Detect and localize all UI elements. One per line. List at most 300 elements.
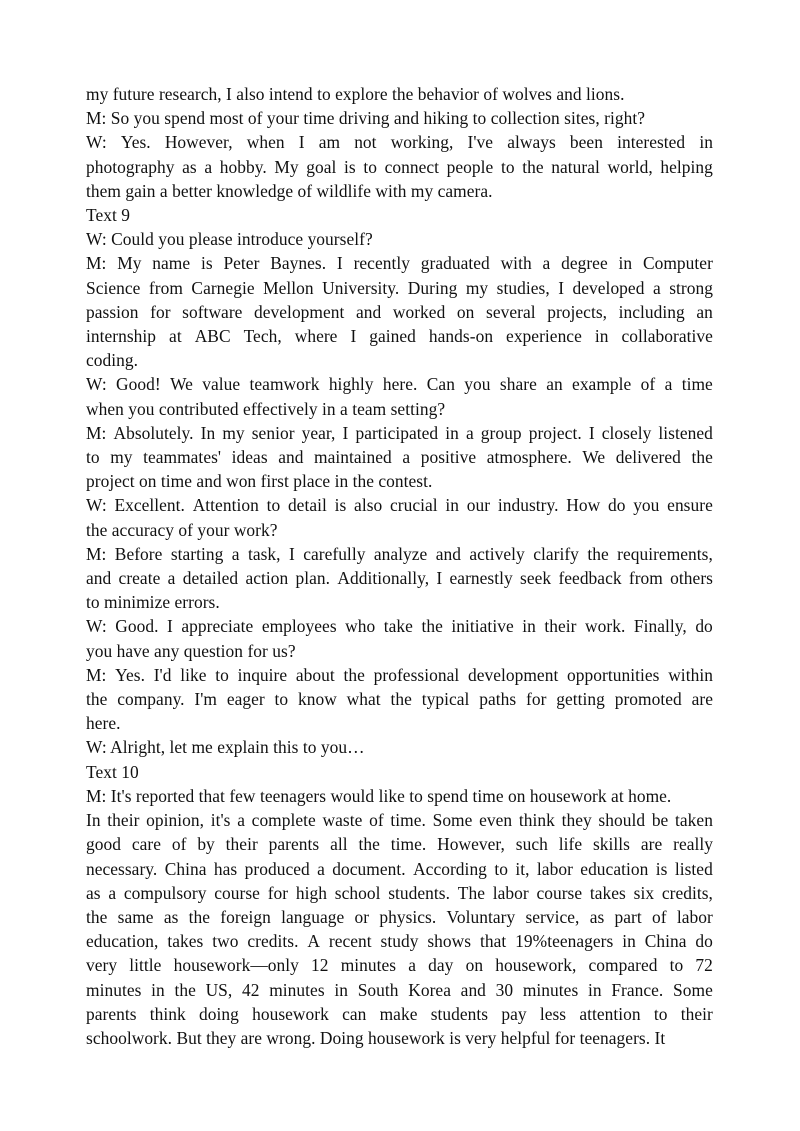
word: make bbox=[379, 1003, 418, 1024]
word: as bbox=[163, 906, 179, 927]
text-line bbox=[86, 372, 713, 396]
word: recently bbox=[353, 253, 410, 274]
word: Excellent. bbox=[114, 495, 185, 516]
text-body bbox=[86, 82, 713, 1050]
word: analyze bbox=[373, 543, 428, 564]
word: time. bbox=[390, 834, 427, 855]
word: Can bbox=[426, 374, 455, 395]
word: teammates' bbox=[143, 447, 222, 468]
word: W: bbox=[86, 374, 107, 395]
text-line bbox=[86, 881, 713, 905]
word: about bbox=[295, 664, 335, 685]
word: strong bbox=[669, 277, 713, 298]
word: The bbox=[457, 882, 485, 903]
word: to bbox=[653, 1003, 668, 1024]
word: always bbox=[507, 132, 556, 153]
word: in bbox=[522, 616, 536, 637]
word: ABC bbox=[194, 326, 231, 347]
word: as bbox=[182, 156, 197, 177]
word: passion bbox=[86, 301, 139, 322]
word: do bbox=[695, 931, 713, 952]
word: listed bbox=[674, 858, 713, 879]
word: seek bbox=[520, 568, 552, 589]
text-line: schoolwork. But they are wrong. Doing housework is very helpful for teenagers. It bbox=[86, 1027, 666, 1048]
word: I bbox=[336, 253, 343, 274]
word: a bbox=[231, 543, 240, 564]
word: detail bbox=[287, 495, 327, 516]
word: example bbox=[572, 374, 632, 395]
word: the bbox=[86, 906, 108, 927]
word: work. bbox=[585, 616, 626, 637]
word: all bbox=[330, 834, 348, 855]
word: be bbox=[651, 810, 669, 831]
word: from bbox=[148, 277, 183, 298]
word: a bbox=[108, 882, 117, 903]
word: in bbox=[445, 495, 460, 516]
word: like bbox=[180, 664, 207, 685]
text-line: W: Could you please introduce yourself? bbox=[86, 229, 373, 250]
word: day bbox=[428, 955, 454, 976]
word: recent bbox=[328, 931, 372, 952]
word: Voluntary bbox=[446, 906, 516, 927]
word: Tech, bbox=[243, 326, 282, 347]
word: hands-on bbox=[428, 326, 494, 347]
word: can bbox=[342, 1003, 367, 1024]
word: at bbox=[169, 326, 182, 347]
word: Before bbox=[114, 543, 163, 564]
word: In bbox=[86, 810, 101, 831]
word: the bbox=[421, 616, 443, 637]
word: projects, bbox=[547, 301, 608, 322]
word: We bbox=[170, 374, 193, 395]
word: 42 bbox=[242, 979, 260, 1000]
word: natural bbox=[551, 156, 600, 177]
word: necessary. bbox=[86, 858, 158, 879]
text-line: to minimize errors. bbox=[86, 592, 220, 613]
word: it's bbox=[210, 810, 231, 831]
text-line bbox=[86, 808, 713, 832]
word: of bbox=[652, 906, 667, 927]
text-line: Text 9 bbox=[86, 205, 130, 226]
word: promoted bbox=[614, 689, 682, 710]
word: am bbox=[318, 132, 341, 153]
word: school bbox=[334, 882, 381, 903]
word: good bbox=[86, 834, 121, 855]
word: to bbox=[86, 447, 100, 468]
word: graduated bbox=[420, 253, 490, 274]
word: During bbox=[407, 277, 458, 298]
text-line bbox=[86, 614, 713, 638]
word: is bbox=[344, 156, 356, 177]
word: their bbox=[107, 810, 140, 831]
word: senior bbox=[251, 422, 295, 443]
word: as bbox=[589, 906, 605, 927]
text-line bbox=[86, 251, 713, 275]
text-line: you have any question for us? bbox=[86, 640, 296, 661]
word: the bbox=[358, 834, 380, 855]
text-line: W: Alright, let me explain this to you… bbox=[86, 737, 365, 758]
word: internship bbox=[86, 326, 157, 347]
text-line bbox=[86, 1002, 713, 1026]
word: My bbox=[274, 156, 299, 177]
word: University. bbox=[322, 277, 400, 298]
word: a bbox=[652, 277, 661, 298]
word: Korea bbox=[408, 979, 451, 1000]
word: education, bbox=[86, 931, 159, 952]
word: M: bbox=[86, 253, 107, 274]
text-line: here. bbox=[86, 713, 121, 734]
word: W: bbox=[86, 132, 107, 153]
word: is bbox=[200, 253, 213, 274]
word: such bbox=[515, 834, 548, 855]
word: not bbox=[354, 132, 377, 153]
text-line: project on time and won first place in the contest. bbox=[86, 471, 433, 492]
word: housework—only bbox=[173, 955, 299, 976]
word: education bbox=[580, 858, 649, 879]
word: China bbox=[164, 858, 207, 879]
word: hobby. bbox=[219, 156, 267, 177]
word: an bbox=[696, 301, 713, 322]
word: Science bbox=[86, 277, 141, 298]
word: their bbox=[225, 834, 258, 855]
word: initiative bbox=[451, 616, 514, 637]
word: physics. bbox=[379, 906, 437, 927]
word: crucial bbox=[390, 495, 438, 516]
word: worked bbox=[392, 301, 446, 322]
word: part bbox=[614, 906, 642, 927]
word: development bbox=[254, 301, 345, 322]
word: time. bbox=[390, 810, 426, 831]
word: world, bbox=[607, 156, 653, 177]
word: My bbox=[117, 253, 142, 274]
word: studies, bbox=[496, 277, 550, 298]
word: Carnegie bbox=[191, 277, 255, 298]
word: How bbox=[566, 495, 601, 516]
word: taken bbox=[675, 810, 713, 831]
word: plan. bbox=[295, 568, 331, 589]
text-line: when you contributed effectively in a team setting? bbox=[86, 398, 446, 419]
word: compared bbox=[588, 955, 658, 976]
text-line: M: So you spend most of your time driving and hiking to collection sites, right? bbox=[86, 108, 645, 129]
word: I'm bbox=[194, 689, 218, 710]
word: helping bbox=[660, 156, 713, 177]
word: W: bbox=[86, 495, 107, 516]
word: I bbox=[342, 422, 349, 443]
word: value bbox=[202, 374, 241, 395]
text-line bbox=[86, 421, 713, 445]
word: labor bbox=[536, 858, 573, 879]
word: document. bbox=[332, 858, 406, 879]
word: on bbox=[456, 301, 475, 322]
word: create bbox=[118, 568, 161, 589]
word: China bbox=[644, 931, 687, 952]
word: should bbox=[598, 810, 646, 831]
word: M: bbox=[86, 422, 107, 443]
word: a bbox=[465, 422, 474, 443]
word: for bbox=[526, 689, 547, 710]
word: feedback bbox=[558, 568, 622, 589]
word: I bbox=[298, 132, 305, 153]
text-line bbox=[86, 130, 713, 154]
word: minutes bbox=[340, 955, 397, 976]
word: with bbox=[500, 253, 532, 274]
word: my bbox=[222, 422, 245, 443]
text-line bbox=[86, 663, 713, 687]
word: are bbox=[640, 834, 663, 855]
word: for bbox=[150, 301, 171, 322]
word: in bbox=[594, 326, 609, 347]
word: is bbox=[334, 495, 347, 516]
word: development bbox=[467, 664, 559, 685]
word: W: bbox=[86, 616, 107, 637]
word: I bbox=[436, 568, 443, 589]
word: minutes bbox=[86, 979, 142, 1000]
word: I bbox=[558, 277, 565, 298]
word: and bbox=[435, 543, 461, 564]
word: also bbox=[354, 495, 383, 516]
word: delivered bbox=[615, 447, 681, 468]
text-line: coding. bbox=[86, 350, 139, 371]
word: the bbox=[522, 156, 544, 177]
word: atmosphere. bbox=[486, 447, 572, 468]
word: year, bbox=[301, 422, 336, 443]
word: think bbox=[518, 810, 555, 831]
word: A bbox=[307, 931, 320, 952]
word: course bbox=[536, 882, 583, 903]
word: I've bbox=[467, 132, 494, 153]
word: professional bbox=[373, 664, 460, 685]
word: same bbox=[117, 906, 154, 927]
word: high bbox=[295, 882, 327, 903]
word: language bbox=[281, 906, 345, 927]
word: I'd bbox=[153, 664, 172, 685]
word: service, bbox=[525, 906, 580, 927]
word: a bbox=[167, 568, 176, 589]
word: Yes. bbox=[120, 132, 151, 153]
word: takes bbox=[167, 931, 204, 952]
word: starting bbox=[170, 543, 224, 564]
word: in bbox=[334, 979, 348, 1000]
word: requirements, bbox=[617, 543, 713, 564]
word: do bbox=[607, 495, 626, 516]
word: credits. bbox=[247, 931, 299, 952]
word: I bbox=[288, 543, 295, 564]
word: goal bbox=[306, 156, 337, 177]
word: connect bbox=[384, 156, 440, 177]
word: Computer bbox=[642, 253, 713, 274]
word: my bbox=[110, 447, 133, 468]
word: time bbox=[681, 374, 713, 395]
word: an bbox=[546, 374, 563, 395]
word: Mellon bbox=[263, 277, 314, 298]
word: foreign bbox=[220, 906, 271, 927]
text-line bbox=[86, 929, 713, 953]
word: and bbox=[86, 568, 112, 589]
word: to bbox=[215, 664, 229, 685]
word: task, bbox=[247, 543, 281, 564]
word: I bbox=[166, 616, 173, 637]
word: Yes. bbox=[115, 664, 145, 685]
word: the bbox=[343, 664, 365, 685]
word: appreciate bbox=[181, 616, 254, 637]
word: typical bbox=[421, 689, 470, 710]
text-line bbox=[86, 324, 713, 348]
word: of bbox=[369, 810, 384, 831]
word: participated bbox=[355, 422, 439, 443]
word: others bbox=[670, 568, 713, 589]
word: course bbox=[214, 882, 260, 903]
word: teamwork bbox=[249, 374, 320, 395]
word: really bbox=[673, 834, 713, 855]
word: housework, bbox=[495, 955, 577, 976]
word: ideas bbox=[231, 447, 268, 468]
word: you bbox=[633, 495, 660, 516]
word: share bbox=[499, 374, 537, 395]
word: collaborative bbox=[621, 326, 713, 347]
word: Absolutely. bbox=[113, 422, 194, 443]
word: M: bbox=[86, 664, 107, 685]
text-line bbox=[86, 566, 713, 590]
word: experience bbox=[506, 326, 582, 347]
word: name bbox=[152, 253, 191, 274]
word: their bbox=[680, 1003, 713, 1024]
word: I bbox=[350, 326, 357, 347]
word: students. bbox=[388, 882, 451, 903]
word: photography bbox=[86, 156, 175, 177]
word: labor bbox=[492, 882, 529, 903]
word: opportunities bbox=[567, 664, 660, 685]
word: minutes bbox=[522, 979, 579, 1000]
text-line bbox=[86, 445, 713, 469]
word: Finally, bbox=[633, 616, 687, 637]
word: waste bbox=[322, 810, 363, 831]
word: or bbox=[354, 906, 370, 927]
text-line bbox=[86, 978, 713, 1002]
word: minutes bbox=[269, 979, 325, 1000]
word: detailed bbox=[182, 568, 239, 589]
word: France. bbox=[611, 979, 664, 1000]
text-line bbox=[86, 493, 713, 517]
word: has bbox=[213, 858, 238, 879]
word: who bbox=[345, 616, 376, 637]
word: care bbox=[131, 834, 161, 855]
word: by bbox=[197, 834, 215, 855]
word: US, bbox=[205, 979, 233, 1000]
text-line bbox=[86, 953, 713, 977]
word: inquire bbox=[237, 664, 288, 685]
word: highly bbox=[328, 374, 374, 395]
word: housework bbox=[252, 1003, 329, 1024]
word: a bbox=[237, 810, 245, 831]
text-line bbox=[86, 155, 713, 179]
word: Additionally, bbox=[337, 568, 430, 589]
word: earnestly bbox=[449, 568, 513, 589]
word: Good. bbox=[115, 616, 159, 637]
word: do bbox=[695, 616, 713, 637]
word: less bbox=[539, 1003, 567, 1024]
word: the bbox=[188, 906, 211, 927]
word: the bbox=[390, 689, 412, 710]
word: employees bbox=[261, 616, 337, 637]
word: in bbox=[618, 253, 633, 274]
word: takes bbox=[589, 882, 626, 903]
word: the bbox=[691, 447, 713, 468]
word: people bbox=[446, 156, 494, 177]
word: a bbox=[204, 156, 213, 177]
word: are bbox=[691, 689, 713, 710]
word: the bbox=[587, 543, 609, 564]
word: a bbox=[542, 253, 551, 274]
word: interested bbox=[617, 132, 686, 153]
word: for bbox=[267, 882, 289, 903]
word: and bbox=[278, 447, 304, 468]
word: gained bbox=[369, 326, 416, 347]
word: Attention bbox=[192, 495, 259, 516]
word: credits, bbox=[661, 882, 713, 903]
word: the bbox=[174, 979, 196, 1000]
word: I bbox=[588, 422, 595, 443]
word: as bbox=[86, 882, 101, 903]
word: our bbox=[466, 495, 491, 516]
word: complete bbox=[251, 810, 316, 831]
text-line bbox=[86, 905, 713, 929]
word: pay bbox=[501, 1003, 527, 1024]
word: shows bbox=[427, 931, 472, 952]
word: to bbox=[500, 156, 515, 177]
text-line: Text 10 bbox=[86, 761, 139, 782]
word: what bbox=[346, 689, 381, 710]
word: getting bbox=[556, 689, 605, 710]
word: eager bbox=[226, 689, 265, 710]
word: project. bbox=[528, 422, 582, 443]
word: listened bbox=[658, 422, 713, 443]
word: Baynes. bbox=[270, 253, 327, 274]
word: even bbox=[479, 810, 513, 831]
word: and bbox=[460, 979, 486, 1000]
word: that bbox=[480, 931, 507, 952]
word: software bbox=[182, 301, 243, 322]
word: actively bbox=[469, 543, 525, 564]
word: very bbox=[86, 955, 118, 976]
word: closely bbox=[601, 422, 652, 443]
word: including bbox=[618, 301, 685, 322]
word: Some bbox=[432, 810, 473, 831]
word: study bbox=[380, 931, 419, 952]
word: life bbox=[558, 834, 583, 855]
word: they bbox=[561, 810, 592, 831]
word: been bbox=[569, 132, 603, 153]
word: to bbox=[274, 689, 289, 710]
word: labor bbox=[676, 906, 713, 927]
word: ensure bbox=[667, 495, 713, 516]
word: to bbox=[494, 858, 508, 879]
word: you bbox=[464, 374, 491, 395]
word: group bbox=[480, 422, 522, 443]
word: doing bbox=[199, 1003, 239, 1024]
word: industry. bbox=[497, 495, 559, 516]
word: Good! bbox=[116, 374, 161, 395]
text-line bbox=[86, 857, 713, 881]
word: know bbox=[298, 689, 337, 710]
word: skills bbox=[592, 834, 630, 855]
word: to bbox=[363, 156, 377, 177]
text-line bbox=[86, 300, 713, 324]
word: According bbox=[413, 858, 487, 879]
word: of bbox=[640, 374, 656, 395]
text-line: the accuracy of your work? bbox=[86, 519, 278, 540]
word: to bbox=[669, 955, 684, 976]
word: paths bbox=[479, 689, 517, 710]
